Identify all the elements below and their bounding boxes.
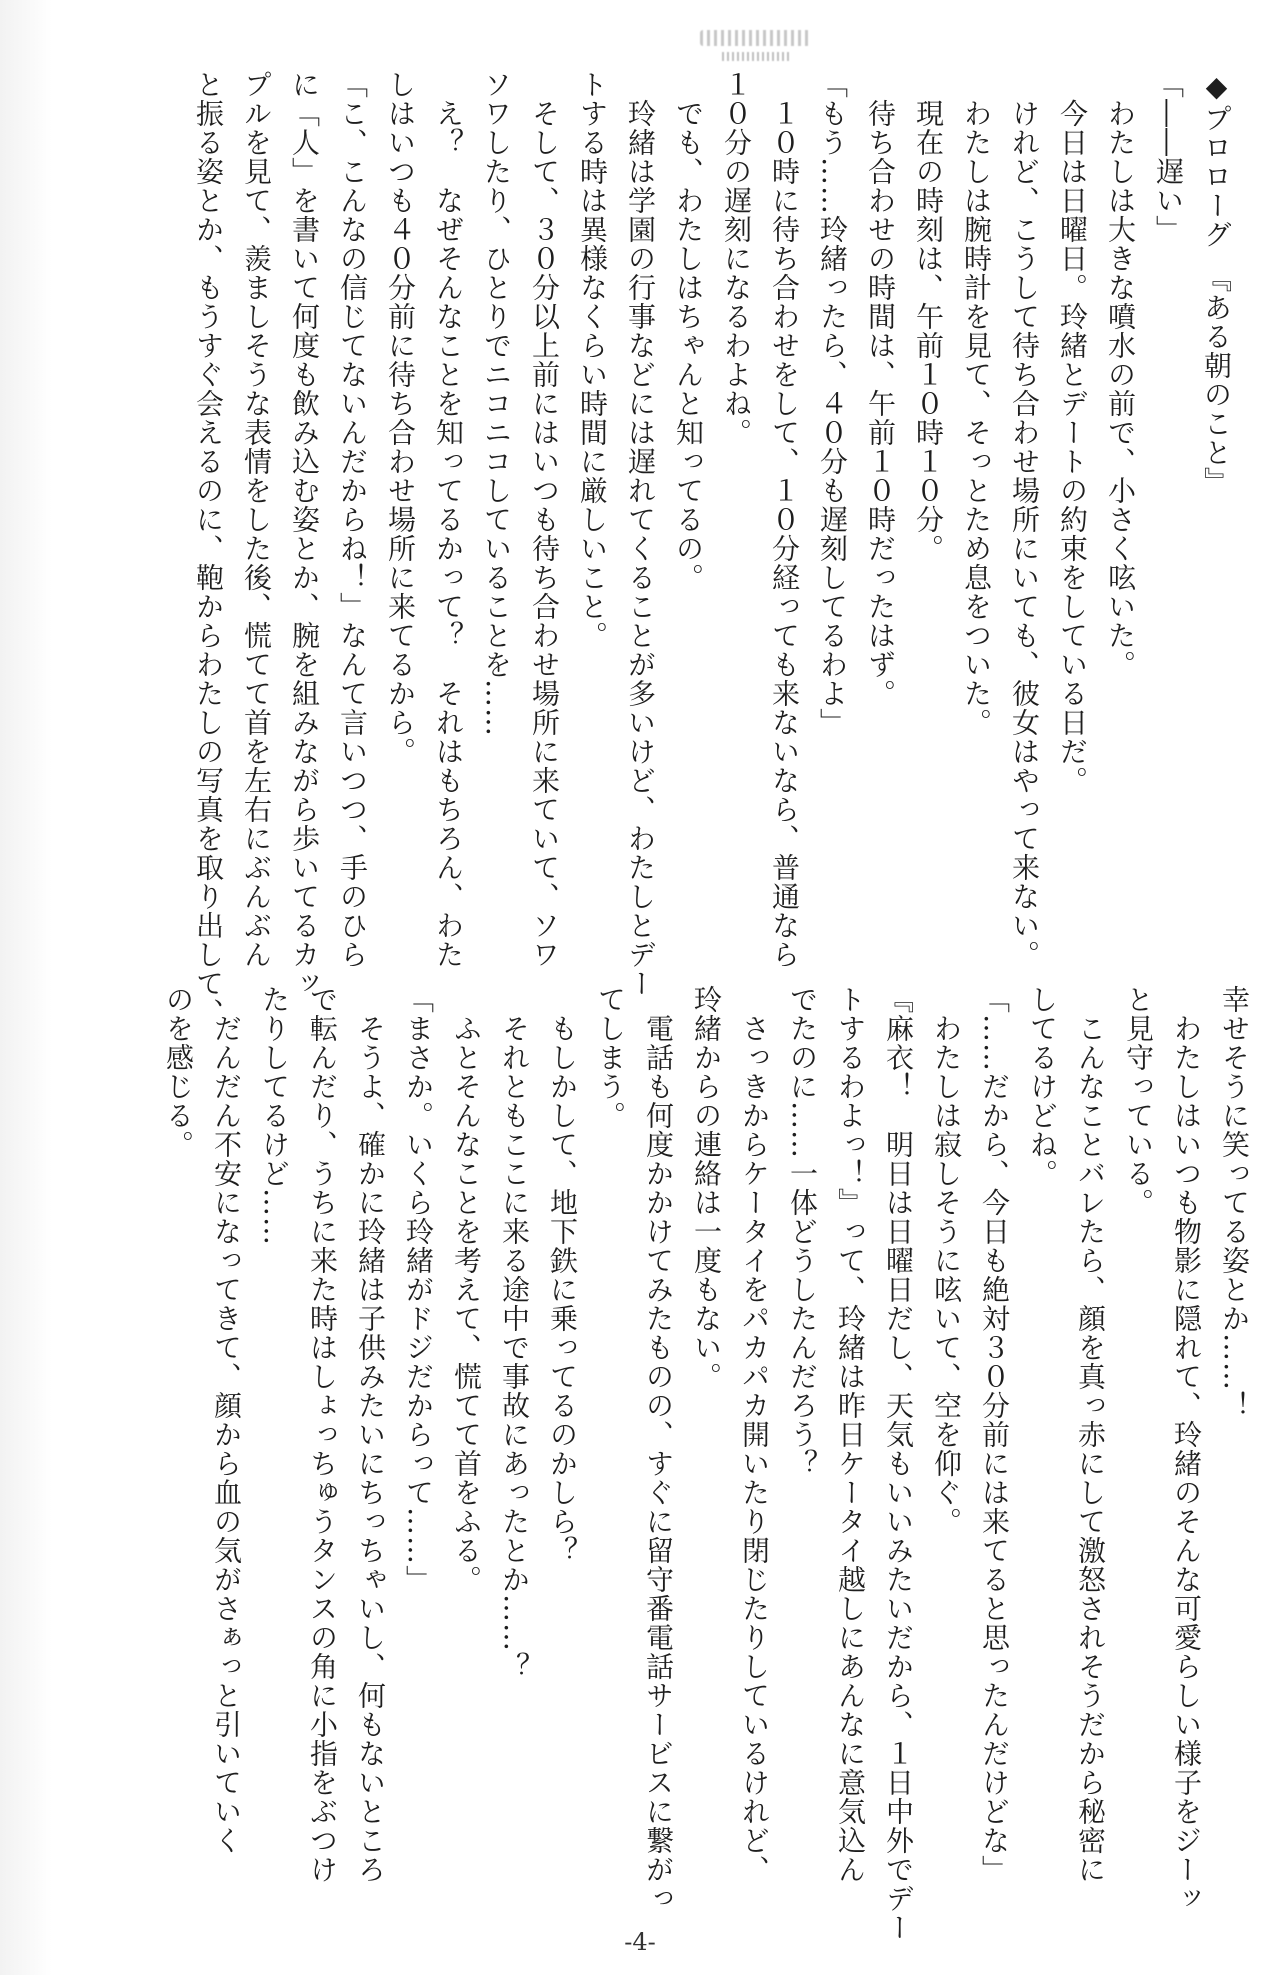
text-column: １０時に待ち合わせをして、１０分経っても来ないなら、普通なら	[768, 70, 801, 969]
text-column: 玲緒からの連絡は一度もない。	[690, 985, 723, 1391]
text-column: わたしは腕時計を見て、そっとため息をついた。	[960, 70, 993, 737]
text-column: 今日は日曜日。玲緒とデートの約束をしている日だ。	[1056, 70, 1089, 795]
page-number: -4-	[624, 1928, 656, 1956]
text-column: たりしてるけど……	[258, 985, 291, 1246]
text-column: 「こ、こんなの信じてないんだからね！」なんて言いつつ、手のひら	[336, 70, 369, 969]
text-column: 電話も何度かかけてみたものの、すぐに留守番電話サービスに繋がっ	[642, 985, 675, 1913]
text-column: え？ なぜそんなことを知ってるかって？ それはもちろん、わた	[432, 70, 465, 969]
upper-text-block	[184, 70, 1240, 1027]
text-column: １０分の遅刻になるわよね。	[720, 70, 753, 447]
lower-text-block	[154, 985, 1258, 1942]
text-column: 「――遅い」	[1152, 70, 1185, 244]
chapter-title: ◆プロローグ 『ある朝のこと』	[1200, 70, 1233, 496]
text-column: けれど、こうして待ち合わせ場所にいても、彼女はやって来ない。	[1008, 70, 1041, 969]
text-column: でも、わたしはちゃんと知ってるの。	[672, 70, 705, 592]
text-column: 「まさか。いくら玲緒がドジだからって……」	[402, 985, 435, 1594]
text-column: さっきからケータイをパカパカ開いたり閉じたりしているけれど、	[738, 985, 771, 1884]
text-column: もしかして、地下鉄に乗ってるのかしら？	[546, 985, 579, 1565]
text-column: でたのに……一体どうしたんだろう？	[786, 985, 819, 1478]
logo-title-line	[700, 30, 810, 46]
text-column: しはいつも４０分前に待ち合わせ場所に来てるから。	[384, 70, 417, 766]
book-title-logo	[700, 28, 810, 72]
page-scan-edge	[0, 0, 52, 1975]
text-column: わたしはいつも物影に隠れて、玲緒のそんな可愛らしい様子をジーッ	[1170, 985, 1203, 1913]
text-column: わたしは大きな噴水の前で、小さく呟いた。	[1104, 70, 1137, 679]
text-column: プルを見て、羨ましそうな表情をした後、慌てて首を左右にぶんぶん	[240, 70, 273, 969]
text-column: 「もう……玲緒ったら、４０分も遅刻してるわよ」	[816, 70, 849, 737]
text-column: トするわよっ！』って、玲緒は昨日ケータイ越しにあんなに意気込ん	[834, 985, 867, 1884]
text-column: のを感じる。	[162, 985, 195, 1159]
text-column: 『麻衣！ 明日は日曜日だし、天気もいいみたいだから、１日中外でデー	[882, 985, 915, 1942]
logo-subtitle-line	[722, 52, 792, 61]
text-column: 「……だから、今日も絶対３０分前には来てると思ったんだけどな」	[978, 985, 1011, 1884]
text-column: 幸せそうに笑ってる姿とか……！	[1218, 985, 1251, 1420]
text-column: してるけどね。	[1026, 985, 1059, 1188]
text-column: 待ち合わせの時間は、午前１０時だったはず。	[864, 70, 897, 708]
text-column: そうよ、確かに玲緒は子供みたいにちっちゃいし、何もないところ	[354, 985, 387, 1884]
text-column: トする時は異様なくらい時間に厳しいこと。	[576, 70, 609, 650]
text-column: で転んだり、うちに来た時はしょっちゅうタンスの角に小指をぶつけ	[306, 985, 339, 1884]
text-column: それともここに来る途中で事故にあったとか……？	[498, 985, 531, 1681]
text-column: と見守っている。	[1122, 985, 1155, 1217]
text-column: ソワしたり、ひとりでニコニコしていることを……	[480, 70, 513, 737]
text-column: に「人」を書いて何度も飲み込む姿とか、腕を組みながら歩いてるカッ	[288, 70, 321, 998]
text-column: てしまう。	[594, 985, 627, 1130]
text-column: 現在の時刻は、午前１０時１０分。	[912, 70, 945, 563]
text-column: だんだん不安になってきて、顔から血の気がさぁっと引いていく	[210, 985, 243, 1855]
text-column: と振る姿とか、もうすぐ会えるのに、鞄からわたしの写真を取り出して、	[192, 70, 225, 1027]
text-column: ふとそんなことを考えて、慌てて首をふる。	[450, 985, 483, 1594]
text-column: こんなことバレたら、顔を真っ赤にして激怒されそうだから秘密に	[1074, 985, 1107, 1884]
text-column: わたしは寂しそうに呟いて、空を仰ぐ。	[930, 985, 963, 1536]
text-column: そして、３０分以上前にはいつも待ち合わせ場所に来ていて、ソワ	[528, 70, 561, 969]
text-column: 玲緒は学園の行事などには遅れてくることが多いけど、わたしとデー	[624, 70, 657, 998]
